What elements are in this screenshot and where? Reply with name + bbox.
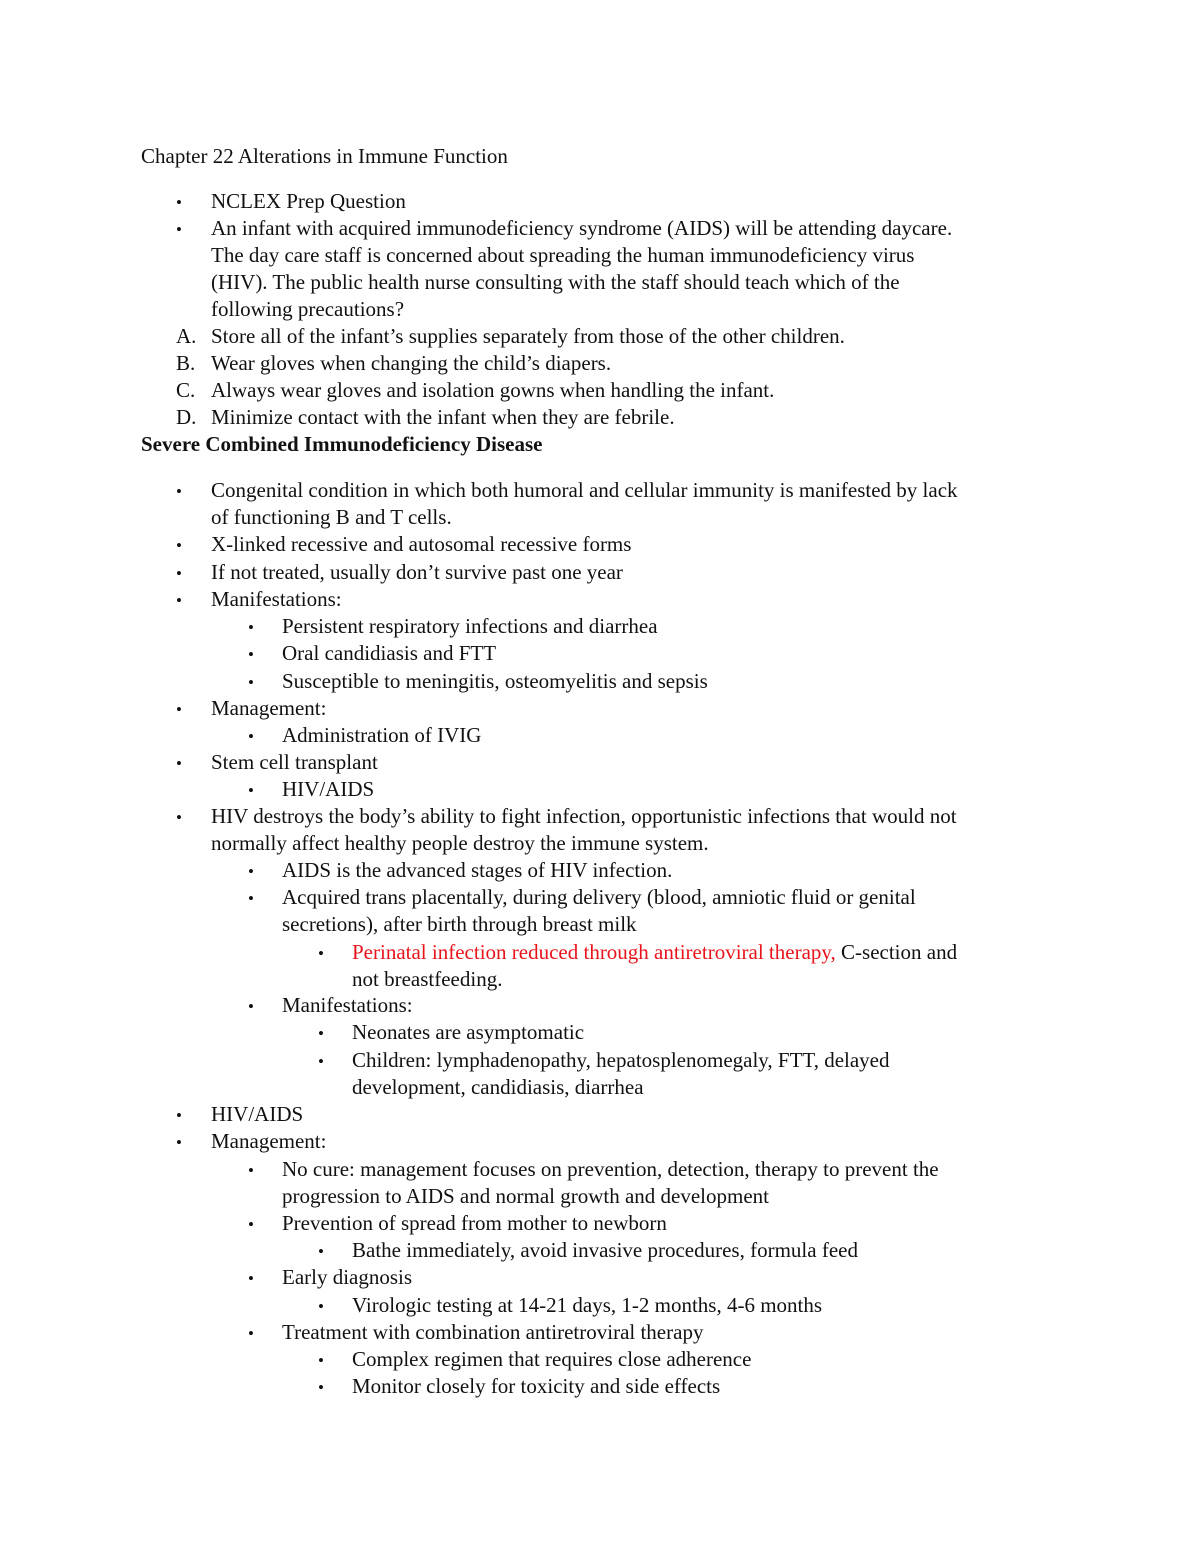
bullet-marker: • <box>248 1269 254 1288</box>
bullet-marker: • <box>248 781 254 800</box>
bullet-marker: • <box>248 618 254 637</box>
list-item: Stem cell transplant <box>211 750 378 774</box>
nclex-question-line: following precautions? <box>211 297 405 321</box>
option-text: Minimize contact with the infant when they are febrile. <box>211 405 675 429</box>
option-letter: D. <box>176 405 197 429</box>
list-item: Early diagnosis <box>282 1265 413 1289</box>
list-item-continuation: C-section and <box>841 940 958 964</box>
nclex-question-line: The day care staff is concerned about spreading the human immunodeficiency virus <box>211 243 915 267</box>
list-item: normally affect healthy people destroy the immune system. <box>211 831 709 855</box>
list-item: HIV/AIDS <box>211 1102 304 1126</box>
bullet-marker: • <box>318 1242 324 1261</box>
list-item: Children: lymphadenopathy, hepatosplenomegaly, FTT, delayed <box>352 1048 890 1072</box>
bullet-marker: • <box>318 1351 324 1370</box>
list-item: development, candidiasis, diarrhea <box>352 1075 644 1099</box>
option-letter: A. <box>176 324 197 348</box>
list-item: Acquired trans placentally, during delivery (blood, amniotic fluid or genital <box>282 885 916 909</box>
option-letter: B. <box>176 351 196 375</box>
bullet-marker: • <box>176 700 182 719</box>
list-item: not breastfeeding. <box>352 967 503 991</box>
bullet-marker: • <box>248 1324 254 1343</box>
list-item: progression to AIDS and normal growth and development <box>282 1184 769 1208</box>
bullet-marker: • <box>248 1161 254 1180</box>
nclex-question-line: (HIV). The public health nurse consulting with the staff should teach which of the <box>211 270 900 294</box>
list-item: Prevention of spread from mother to newborn <box>282 1211 667 1235</box>
bullet-marker: • <box>318 1297 324 1316</box>
list-item: Treatment with combination antiretroviral therapy <box>282 1320 704 1344</box>
option-letter: C. <box>176 378 196 402</box>
bullet-marker: • <box>176 591 182 610</box>
option-text: Wear gloves when changing the child’s diapers. <box>211 351 612 375</box>
list-item: Manifestations: <box>282 993 413 1017</box>
option-text: Always wear gloves and isolation gowns when handling the infant. <box>211 378 775 402</box>
bullet-marker: • <box>248 889 254 908</box>
list-item: Neonates are asymptomatic <box>352 1020 585 1044</box>
list-item: HIV/AIDS <box>282 777 375 801</box>
bullet-marker: • <box>248 645 254 664</box>
list-item: Bathe immediately, avoid invasive procedures, formula feed <box>352 1238 858 1262</box>
bullet-marker: • <box>248 862 254 881</box>
list-item: Administration of IVIG <box>282 723 482 747</box>
bullet-marker: • <box>176 536 182 555</box>
list-item: secretions), after birth through breast milk <box>282 912 637 936</box>
document-title: Chapter 22 Alterations in Immune Function <box>141 144 508 168</box>
list-item: AIDS is the advanced stages of HIV infection. <box>282 858 673 882</box>
list-item <box>352 939 957 966</box>
list-item: Virologic testing at 14-21 days, 1-2 months, 4-6 months <box>352 1293 823 1317</box>
bullet-marker: • <box>176 564 182 583</box>
bullet-marker: • <box>176 1106 182 1125</box>
bullet-marker: • <box>248 997 254 1016</box>
list-item: Congenital condition in which both humoral and cellular immunity is manifested by lack <box>211 478 958 502</box>
bullet-marker: • <box>318 1378 324 1397</box>
nclex-label: NCLEX Prep Question <box>211 189 406 213</box>
bullet-marker: • <box>176 1133 182 1152</box>
bullet-marker: • <box>248 673 254 692</box>
list-item: HIV destroys the body’s ability to fight infection, opportunistic infections that would not <box>211 804 957 828</box>
list-item: If not treated, usually don’t survive past one year <box>211 560 623 584</box>
list-item: of functioning B and T cells. <box>211 505 452 529</box>
list-item: Manifestations: <box>211 587 342 611</box>
list-item: X-linked recessive and autosomal recessive forms <box>211 532 632 556</box>
list-item: Persistent respiratory infections and diarrhea <box>282 614 658 638</box>
section-heading: Severe Combined Immunodeficiency Disease <box>141 432 543 456</box>
bullet-marker: • <box>176 754 182 773</box>
bullet-marker: • <box>248 1215 254 1234</box>
bullet-marker: • <box>176 193 182 212</box>
list-item: Susceptible to meningitis, osteomyelitis and sepsis <box>282 669 708 693</box>
bullet-marker: • <box>318 1024 324 1043</box>
bullet-marker: • <box>176 808 182 827</box>
bullet-marker: • <box>318 1052 324 1071</box>
list-item: Management: <box>211 1129 327 1153</box>
highlighted-text: Perinatal infection reduced through antiretroviral therapy, <box>352 940 836 964</box>
bullet-marker: • <box>248 727 254 746</box>
nclex-question-line: An infant with acquired immunodeficiency syndrome (AIDS) will be attending daycare. <box>211 216 953 240</box>
list-item: No cure: management focuses on prevention, detection, therapy to prevent the <box>282 1157 939 1181</box>
bullet-marker: • <box>176 220 182 239</box>
option-text: Store all of the infant’s supplies separately from those of the other children. <box>211 324 845 348</box>
bullet-marker: • <box>176 482 182 501</box>
list-item: Management: <box>211 696 327 720</box>
bullet-marker: • <box>318 944 324 963</box>
list-item: Oral candidiasis and FTT <box>282 641 497 665</box>
list-item: Complex regimen that requires close adherence <box>352 1347 752 1371</box>
list-item: Monitor closely for toxicity and side effects <box>352 1374 721 1398</box>
